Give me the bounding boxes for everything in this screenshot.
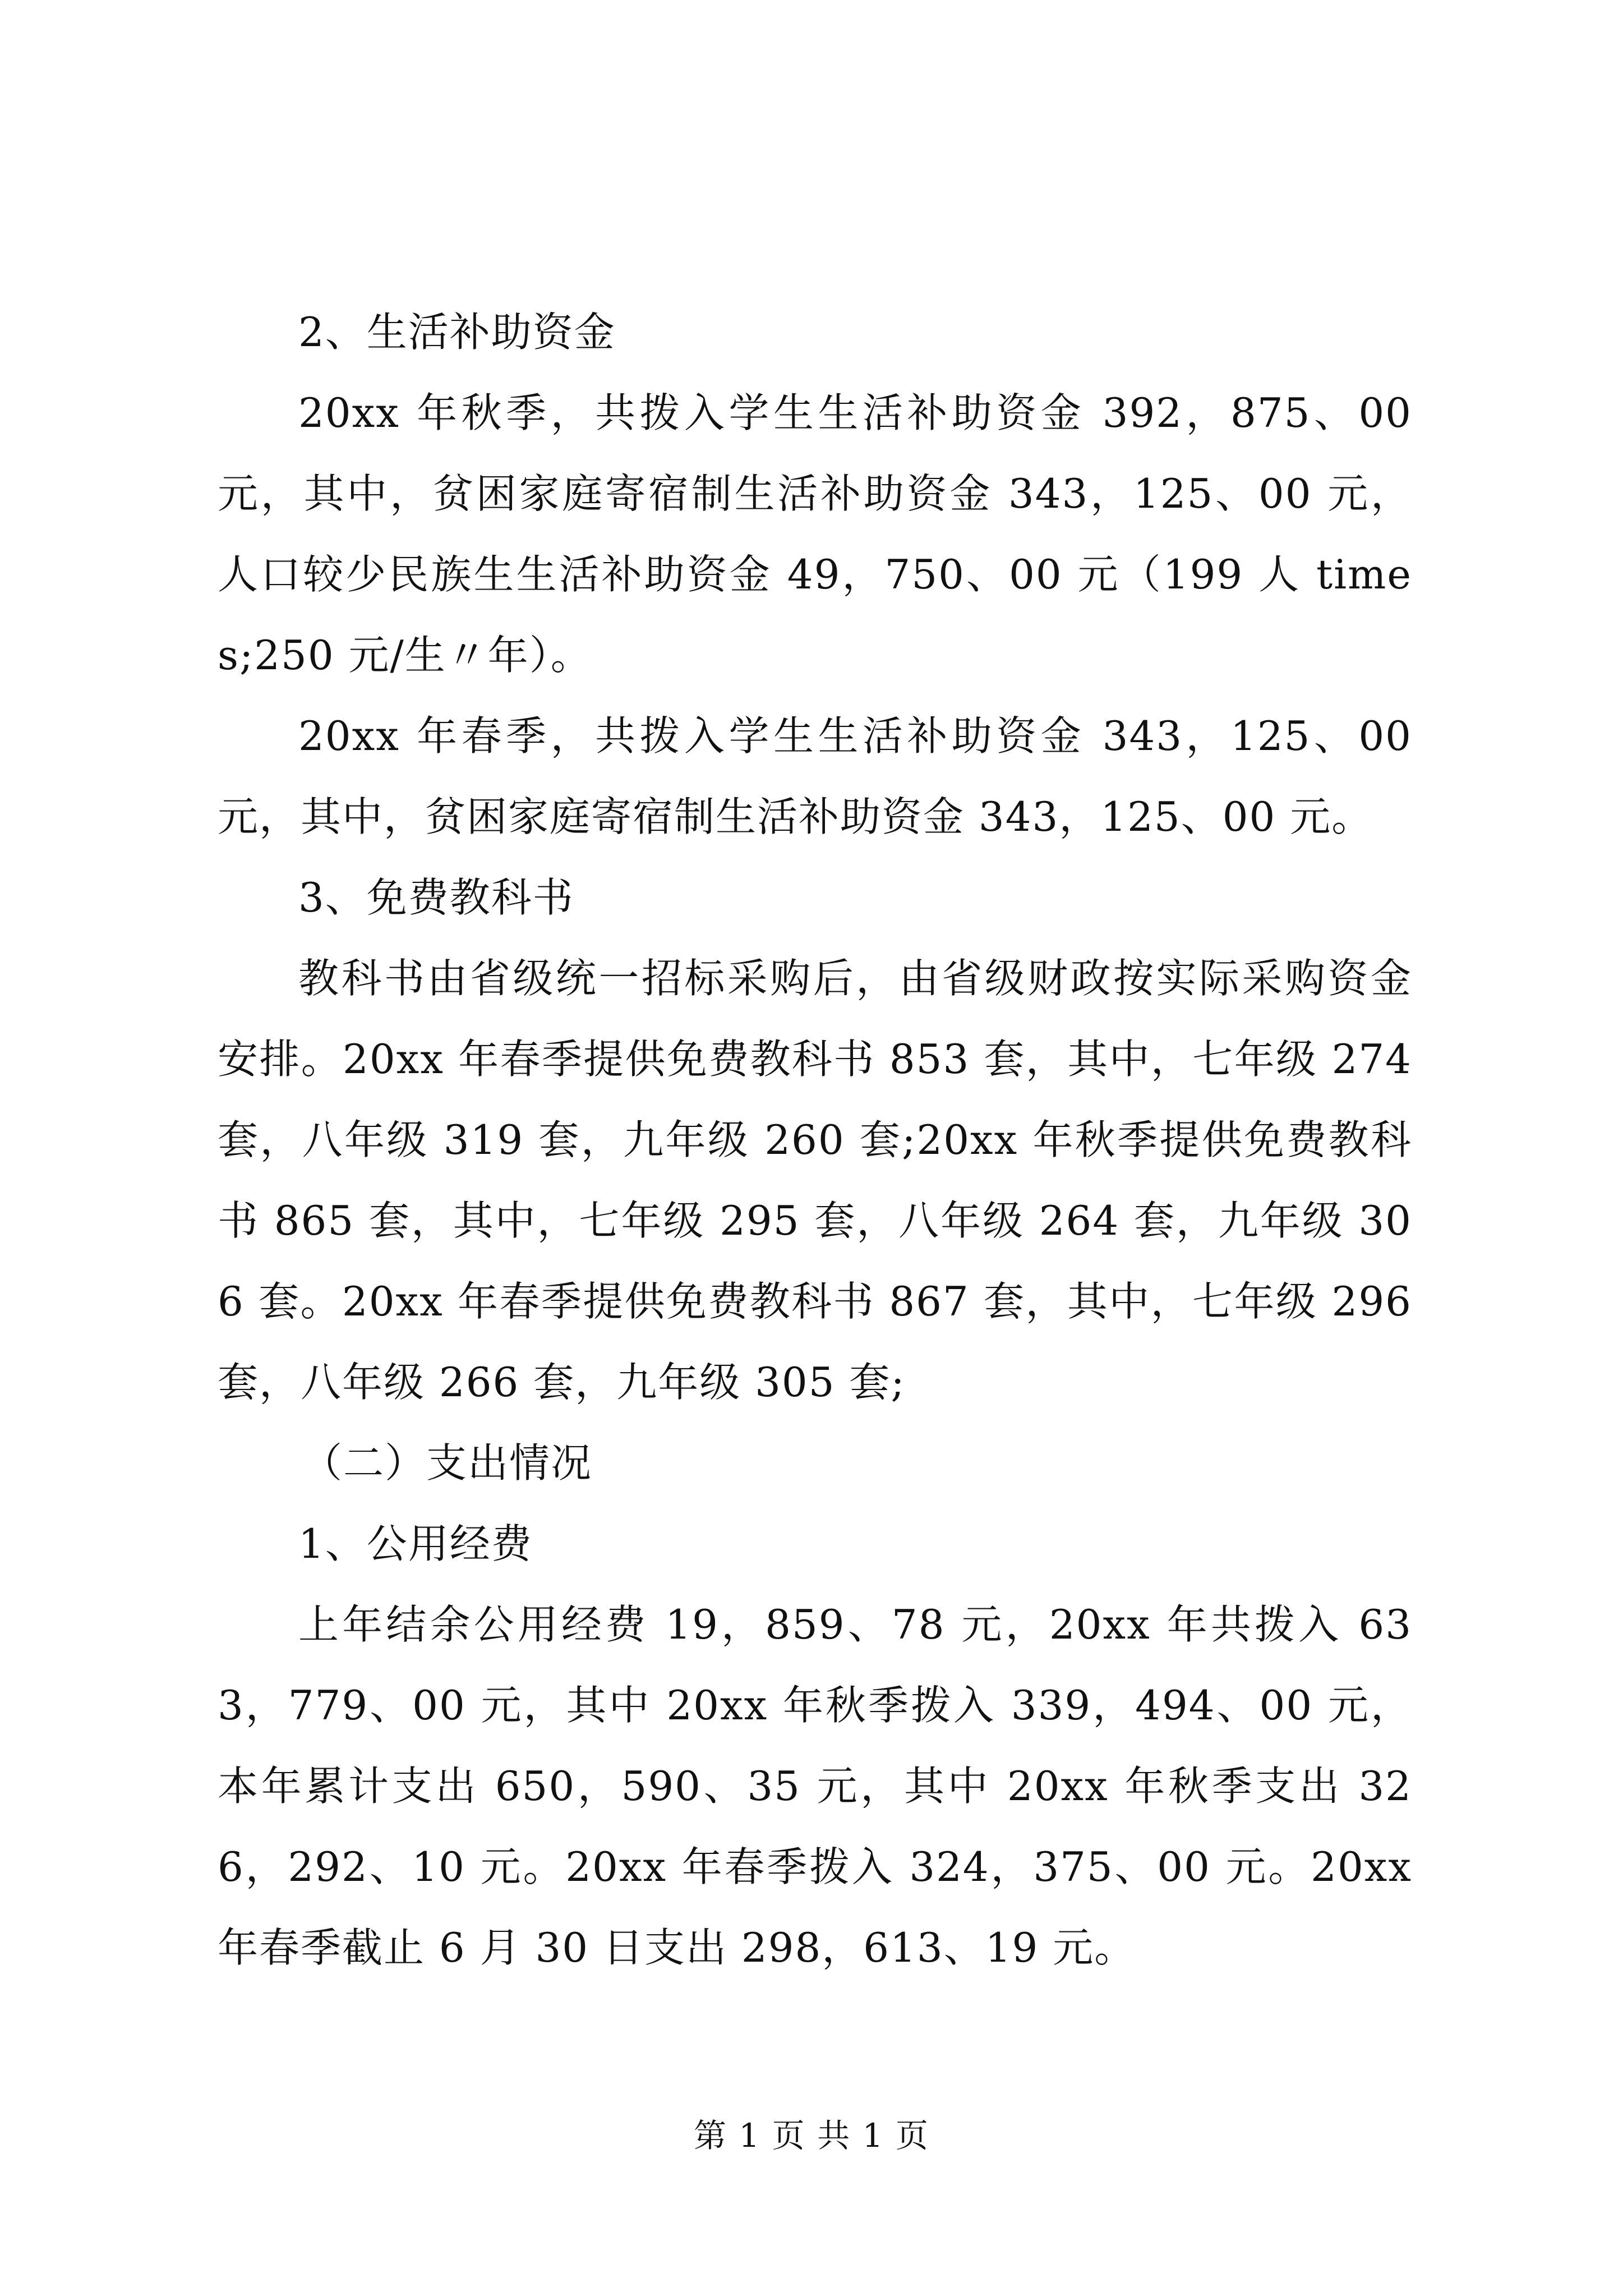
section-heading-expenditure: （二）支出情况 — [302, 1439, 593, 1487]
section-heading-free-textbooks: 3、免费教科书 — [298, 874, 574, 921]
paragraph-public-funds: 上年结余公用经费 19，859、78 元，20xx 年共拨入 633，779、00 元，其中 20xx 年秋季拨入 339，494、00 元，本年累计支出 650，590、35 元，其中 20xx 年秋季支出 326，292、10 元。20xx 年春季拨入 324，375、00 元。20xx 年春季截止 6 月 30 日支出 298，613、19 元。 — [218, 1601, 1412, 1971]
document-body — [218, 292, 1412, 1988]
section-heading-public-funds: 1、公用经费 — [298, 1520, 533, 1567]
paragraph-autumn-subsidy: 20xx 年秋季，共拨入学生生活补助资金 392，875、00 元，其中，贫困家庭寄宿制生活补助资金 343，125、00 元，人口较少民族生生活补助资金 49，750、00 元（199 人 times;250 元/生〃年）。 — [218, 389, 1412, 679]
paragraph-spring-subsidy: 20xx 年春季，共拨入学生生活补助资金 343，125、00 元，其中，贫困家庭寄宿制生活补助资金 343，125、00 元。 — [218, 712, 1412, 840]
paragraph-textbooks: 教科书由省级统一招标采购后，由省级财政按实际采购资金安排。20xx 年春季提供免费教科书 853 套，其中，七年级 274 套，八年级 319 套，九年级 260 套;20xx 年秋季提供免费教科书 865 套，其中，七年级 295 套，八年级 264 套，九年级 306 套。20xx 年春季提供免费教科书 867 套，其中，七年级 296 套，八年级 266 套，九年级 305 套; — [218, 955, 1412, 1406]
page-footer: 第 1 页 共 1 页 — [694, 2116, 929, 2155]
section-heading-living-subsidy: 2、生活补助资金 — [298, 309, 616, 356]
